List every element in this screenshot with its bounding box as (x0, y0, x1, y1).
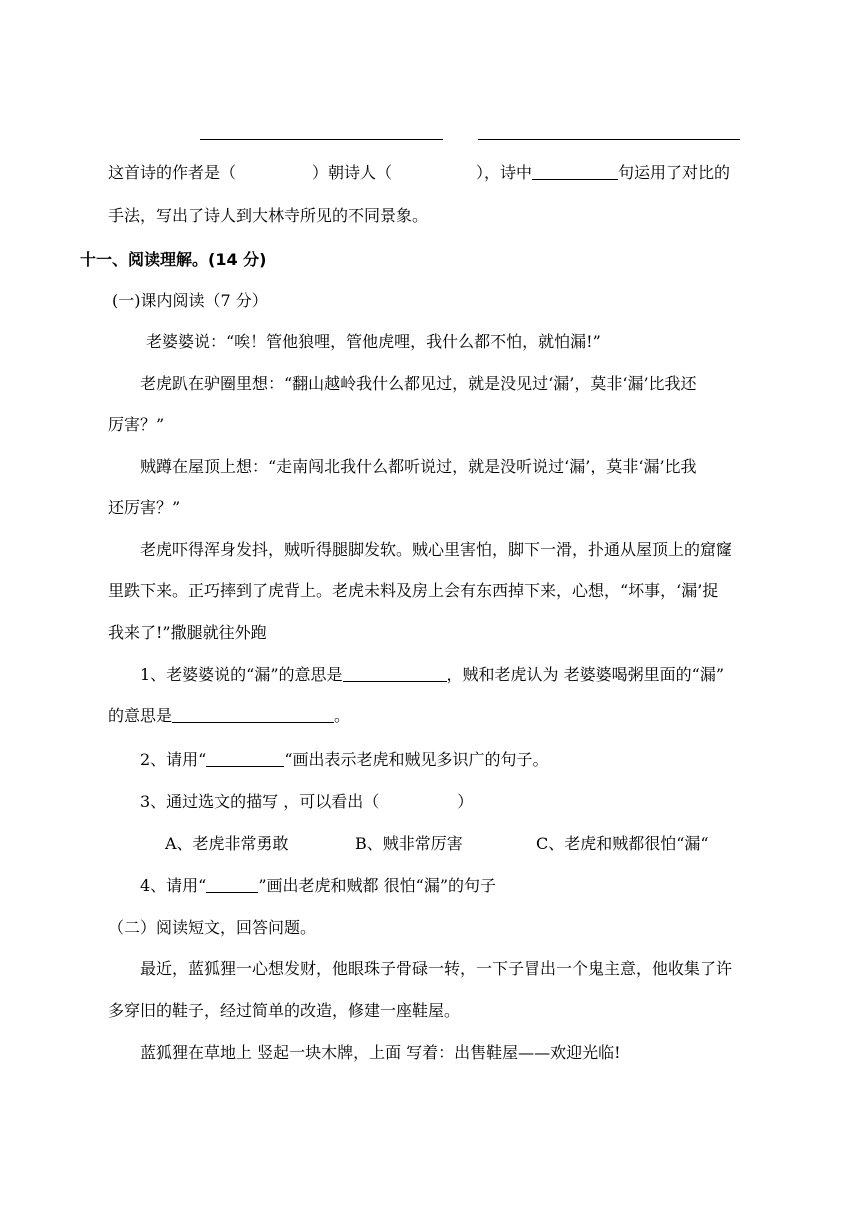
passage2-paragraph-2: 蓝狐狸在草地上 竖起一块木牌，上面 写着：出售鞋屋——欢迎光临! (140, 1043, 621, 1062)
passage-paragraph-1: 老婆婆说：“唉！管他狼哩，管他虎哩，我什么都不怕，就怕漏!” (146, 332, 601, 351)
poem-q-text-1: 这首诗的作者是（ (108, 163, 237, 182)
poem-question-line2: 手法，写出了诗人到大林寺所见的不同景象。 (108, 206, 429, 225)
poem-answer-blank[interactable] (532, 163, 618, 180)
passage-paragraph-2-line1 (140, 374, 780, 394)
question-1-line2 (108, 706, 350, 726)
q4-text-b: ”画出老虎和贼都 很怕“漏”的句子 (258, 876, 497, 895)
poem-question-line1 (108, 163, 730, 183)
q1-blank-2[interactable] (172, 706, 334, 723)
q2-blank[interactable] (206, 750, 284, 767)
poem-q-text-3: ），诗中 (476, 163, 533, 182)
q1-text-d: 。 (334, 706, 351, 725)
part1-heading: (一)课内阅读（7 分） (112, 291, 268, 310)
q1-blank-1[interactable] (343, 665, 447, 682)
answer-line-1[interactable] (200, 139, 443, 140)
question-2 (140, 750, 549, 770)
answer-line-2[interactable] (478, 139, 740, 140)
poem-q-text-2: ）朝诗人（ (312, 163, 393, 182)
q4-blank[interactable] (206, 876, 258, 893)
q3-text-a: 3、通过选文的描写 ，可以看出（ (140, 792, 380, 811)
q1-text-c: 的意思是 (108, 706, 173, 725)
passage-p2a: 老虎趴在驴圈里想：“翻山越岭我什么都见过，就是没见过‘漏’，莫非‘漏’比我还 (140, 374, 697, 393)
q3-option-a[interactable]: A、老虎非常勇敢 (165, 834, 289, 853)
passage-paragraph-3-line1: 贼蹲在屋顶上想：“走南闯北我什么都听说过，就是没听说过‘漏’，莫非‘漏’比我 (140, 457, 697, 476)
q3-text-b: ） (457, 792, 474, 811)
passage-paragraph-2-line2: 厉害？” (108, 415, 165, 434)
poem-q-text-4: 句运用了对比的 (618, 163, 731, 182)
q1-text-b: ，贼和老虎认为 老婆婆喝粥里面的“漏” (446, 665, 724, 684)
q2-text-a: 2、请用“ (140, 750, 207, 769)
question-1-line1 (140, 665, 724, 685)
passage-paragraph-3-line2: 还厉害？” (108, 498, 181, 517)
passage-paragraph-4-line2: 里跌下来。正巧摔到了虎背上。老虎未料及房上会有东西掉下来，心想，“坏事，‘漏’捉 (108, 581, 719, 600)
q3-option-c[interactable]: C、老虎和贼都很怕“漏“ (536, 834, 709, 853)
q1-text-a: 1、老婆婆说的“漏”的意思是 (140, 665, 343, 684)
passage2-paragraph-1-line2: 多穿旧的鞋子，经过简单的改造，修建一座鞋屋。 (108, 1001, 461, 1020)
passage-paragraph-4-line3: 我来了!”撒腿就往外跑 (108, 623, 267, 642)
passage2-paragraph-1-line1: 最近，蓝狐狸一心想发财，他眼珠子骨碌一转，一下子冒出一个鬼主意，他收集了许 (140, 959, 733, 978)
q2-text-b: “画出表示老虎和贼见多识广的句子。 (284, 750, 549, 769)
section-heading: 十一、阅读理解。(14 分) (80, 250, 267, 269)
question-3 (140, 792, 473, 812)
q4-text-a: 4、请用“ (140, 876, 207, 895)
part2-heading: （二）阅读短文，回答问题。 (108, 918, 317, 937)
passage-paragraph-4-line1: 老虎吓得浑身发抖，贼听得腿脚发软。贼心里害怕，脚下一滑，扑通从屋顶上的窟窿 (140, 540, 733, 559)
q3-option-b[interactable]: B、贼非常厉害 (355, 834, 463, 853)
question-4 (140, 876, 496, 896)
